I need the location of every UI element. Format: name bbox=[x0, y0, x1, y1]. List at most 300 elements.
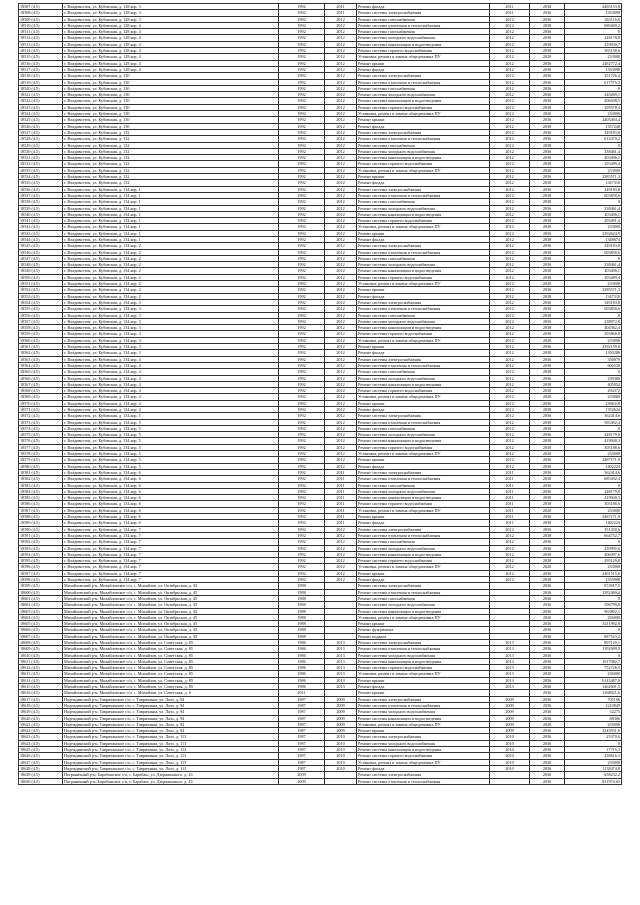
cell-address: г. Владивосток, ул. Кубовская, д. 128 кор. 4 bbox=[63, 22, 279, 28]
cell-address: г. Владивосток, ул. Кубовская, д. 132 bbox=[63, 180, 279, 186]
cell-address: г. Владивосток, ул. Кубовская, д. 134 кор. 6 bbox=[63, 476, 279, 482]
cell-row-number: 18599 (4.5) bbox=[19, 583, 63, 589]
cell-year-built: 1992 bbox=[279, 577, 325, 583]
cell-year-built: 2011 bbox=[279, 690, 325, 696]
cell-row-number: 18528 (4.5) bbox=[19, 136, 63, 142]
cell-address: Надеждинский р-н, Тавричанское с/п, с. Тавричанка, ул. Лазо, д. 94 bbox=[63, 696, 279, 702]
cell-year-end: 2036 bbox=[530, 684, 565, 690]
cell-year-repaired: 2011 bbox=[325, 10, 357, 16]
cell-year-end: 2020 bbox=[530, 451, 565, 457]
cell-year-repaired: 2009 bbox=[325, 702, 357, 708]
cell-year-end: 2038 bbox=[530, 22, 565, 28]
cell-year-end: 2038 bbox=[530, 236, 565, 242]
cell-work-type: Ремонт системы канализации и водоотведения bbox=[357, 747, 490, 753]
cell-year-end: 2038 bbox=[530, 312, 565, 318]
cell-year-start: 2012 bbox=[490, 268, 530, 274]
cell-address: г. Владивосток, ул. Кубовская, д. 134 кор. 1 bbox=[63, 236, 279, 242]
cell-year-end: 2036 bbox=[530, 646, 565, 652]
cell-year-start: 2012 bbox=[490, 457, 530, 463]
cell-year-start: 2012 bbox=[490, 230, 530, 236]
cell-address: Михайловский р-н, Михайловское с/п, с. Михайлов, ул. Советская, д. 85 bbox=[63, 639, 279, 645]
cell-cost: 240269,1 bbox=[565, 92, 622, 98]
cell-cost: 2482772,4 bbox=[565, 60, 622, 66]
cell-row-number: 18586 (4.5) bbox=[19, 501, 63, 507]
cell-work-type: Установка, ремонт и замена общедомовых ПУ bbox=[357, 54, 490, 60]
cell-year-end: 2036 bbox=[530, 186, 565, 192]
cell-work-type: Ремонт системы горячего водоснабжения bbox=[357, 444, 490, 450]
cell-work-type: Установка, ремонт и замена общедомовых ПУ bbox=[357, 394, 490, 400]
cell-address: г. Владивосток, ул. Кубовская, д. 130 bbox=[63, 92, 279, 98]
cell-year-repaired: 2012 bbox=[325, 463, 357, 469]
cell-year-built: 1992 bbox=[279, 482, 325, 488]
cell-address: г. Владивосток, ул. Кубовская, д. 128 кор. 3 bbox=[63, 4, 279, 10]
cell-year-start: 2012 bbox=[490, 29, 530, 35]
cell-year-built: 1992 bbox=[279, 230, 325, 236]
cell-year-built: 1992 bbox=[279, 564, 325, 570]
cell-cost: 295578,4 bbox=[565, 104, 622, 110]
cell-work-type: Ремонт системы газоснабжения bbox=[357, 539, 490, 545]
cell-cost: 685492,4 bbox=[565, 476, 622, 482]
cell-work-type: Ремонт крыши bbox=[357, 60, 490, 66]
cell-row-number: 18609 (4.5) bbox=[19, 646, 63, 652]
cell-year-start: 2012 bbox=[490, 60, 530, 66]
cell-cost: 305188,6 bbox=[565, 444, 622, 450]
cell-address: г. Владивосток, ул. Кубовская, д. 128 кор. 3 bbox=[63, 10, 279, 16]
cell-year-repaired: 2011 bbox=[325, 469, 357, 475]
cell-year-built: 1992 bbox=[279, 432, 325, 438]
cell-year-built: 1988 bbox=[279, 614, 325, 620]
cell-address: г. Владивосток, ул. Кубовская, д. 134 кор. 2 bbox=[63, 255, 279, 261]
cell-year-built: 1992 bbox=[279, 211, 325, 217]
cell-cost: 658232,2 bbox=[565, 772, 622, 778]
cell-year-built: 1992 bbox=[279, 476, 325, 482]
cell-year-repaired: 2012 bbox=[325, 41, 357, 47]
cell-cost: 1353098 bbox=[565, 10, 622, 16]
cell-work-type: Ремонт фасада bbox=[357, 66, 490, 72]
cell-row-number: 18546 (4.5) bbox=[19, 249, 63, 255]
cell-cost: 0 bbox=[565, 85, 622, 91]
cell-address: Надеждинский р-н, Тавричанское с/п, с. Тавричанка, ул. Лазо, д. 94 bbox=[63, 728, 279, 734]
cell-row-number: 18612 (4.5) bbox=[19, 665, 63, 671]
cell-work-type: Ремонт системы канализации и водоотведения bbox=[357, 658, 490, 664]
cell-year-built: 1986 bbox=[279, 665, 325, 671]
cell-year-built: 1992 bbox=[279, 35, 325, 41]
cell-row-number: 18549 (4.5) bbox=[19, 268, 63, 274]
cell-row-number: 18621 (4.5) bbox=[19, 721, 63, 727]
cell-work-type: Ремонт крыши bbox=[357, 117, 490, 123]
cell-work-type: Ремонт фасада bbox=[357, 407, 490, 413]
cell-cost: 233000 bbox=[565, 224, 622, 230]
cell-year-start: 2012 bbox=[490, 400, 530, 406]
cell-row-number: 18611 (4.5) bbox=[19, 658, 63, 664]
cell-year-built: 1992 bbox=[279, 293, 325, 299]
cell-cost: 752726,3 bbox=[565, 665, 622, 671]
cell-year-end: 2036 bbox=[530, 299, 565, 305]
cell-address: Михайловский р-н, Михайловское с/п, с. Михайлов, ул. Советская, д. 85 bbox=[63, 684, 279, 690]
cell-year-repaired: 2012 bbox=[325, 388, 357, 394]
cell-year-repaired: 2012 bbox=[325, 180, 357, 186]
cell-year-end: 2038 bbox=[530, 325, 565, 331]
cell-address: Надеждинский р-н, Тавричанское с/п, с. Тавричанка, ул. Лазо, д. 113 bbox=[63, 753, 279, 759]
cell-year-built: 1992 bbox=[279, 344, 325, 350]
cell-row-number: 18524 (4.5) bbox=[19, 111, 63, 117]
cell-year-end: 2020 bbox=[530, 564, 565, 570]
cell-row-number: 18589 (4.5) bbox=[19, 520, 63, 526]
cell-year-repaired: 2010 bbox=[325, 740, 357, 746]
cell-address: Михайловский р-н, Михайловское с/п, с. Михайлов, ул. Советская, д. 6 bbox=[63, 690, 279, 696]
cell-work-type: Ремонт системы канализации и водоотведения bbox=[357, 381, 490, 387]
cell-row-number: 18608 (4.5) bbox=[19, 639, 63, 645]
cell-year-repaired: 2012 bbox=[325, 570, 357, 576]
cell-cost: 233000 bbox=[565, 507, 622, 513]
cell-year-repaired: 2009 bbox=[325, 715, 357, 721]
cell-address: г. Владивосток, ул. Кубовская, д. 134 кор. 4 bbox=[63, 388, 279, 394]
cell-address: Надеждинский р-н, Тавричанское с/п, с. Тавричанка, ул. Лазо, д. 113 bbox=[63, 765, 279, 771]
cell-row-number: 18536 (4.5) bbox=[19, 186, 63, 192]
cell-work-type: Ремонт системы газоснабжения bbox=[357, 29, 490, 35]
cell-cost: 248178,8 bbox=[565, 35, 622, 41]
cell-row-number: 18569 (4.5) bbox=[19, 394, 63, 400]
cell-year-repaired: 2012 bbox=[325, 558, 357, 564]
cell-year-start: 2012 bbox=[490, 199, 530, 205]
cell-year-start: 2012 bbox=[490, 369, 530, 375]
cell-address: г. Владивосток, ул. Кубовская, д. 134 кор. 1 bbox=[63, 218, 279, 224]
cell-work-type: Установка, ремонт и замена общедомовых ПУ bbox=[357, 671, 490, 677]
cell-year-built: 1992 bbox=[279, 60, 325, 66]
cell-year-end: 2038 bbox=[530, 520, 565, 526]
cell-year-repaired: 2012 bbox=[325, 312, 357, 318]
cell-row-number: 18584 (4.5) bbox=[19, 488, 63, 494]
cell-year-repaired: 2012 bbox=[325, 16, 357, 22]
cell-year-repaired: 2012 bbox=[325, 22, 357, 28]
cell-year-repaired: 2011 bbox=[325, 488, 357, 494]
cell-year-end: 2038 bbox=[530, 476, 565, 482]
cell-work-type: Ремонт крыши bbox=[357, 514, 490, 520]
cell-row-number: 18564 (4.5) bbox=[19, 362, 63, 368]
cell-year-start: 2010 bbox=[490, 759, 530, 765]
cell-row-number: 18541 (4.5) bbox=[19, 218, 63, 224]
cell-year-repaired: 2011 bbox=[325, 4, 357, 10]
cell-row-number: 18513 (4.5) bbox=[19, 41, 63, 47]
cell-year-repaired: 2012 bbox=[325, 425, 357, 431]
cell-work-type: Ремонт крыши bbox=[357, 690, 490, 696]
cell-address: г. Владивосток, ул. Кубовская, д. 134 кор. 6 bbox=[63, 488, 279, 494]
cell-year-repaired: 2012 bbox=[325, 92, 357, 98]
cell-year-end: 2036 bbox=[530, 230, 565, 236]
cell-cost: 0 bbox=[565, 142, 622, 148]
cell-address: г. Владивосток, ул. Кубовская, д. 128 кор. 4 bbox=[63, 66, 279, 72]
cell-cost: 293499,4 bbox=[565, 274, 622, 280]
cell-cost: 294372 bbox=[565, 388, 622, 394]
cell-address: Михайловский р-н, Михайловское с/п, с. Михайлов, ул. Октябрьская, д. 45 bbox=[63, 602, 279, 608]
cell-row-number: 18575 (4.5) bbox=[19, 432, 63, 438]
cell-address: г. Владивосток, ул. Кубовская, д. 134 кор. 1 bbox=[63, 205, 279, 211]
cell-address: г. Владивосток, ул. Кубовская, д. 134 кор. 5 bbox=[63, 419, 279, 425]
cell-year-start: 2011 bbox=[490, 495, 530, 501]
cell-year-end: 2020 bbox=[530, 111, 565, 117]
cell-row-number: 18620 (4.5) bbox=[19, 715, 63, 721]
cell-year-start: 2012 bbox=[490, 539, 530, 545]
cell-row-number: 18576 (4.5) bbox=[19, 438, 63, 444]
cell-year-start: 2012 bbox=[490, 299, 530, 305]
cell-year-start: 2012 bbox=[490, 306, 530, 312]
cell-work-type: Установка, ремонт и замена общедомовых ПУ bbox=[357, 721, 490, 727]
cell-address: г. Владивосток, ул. Кубовская, д. 134 кор. 6 bbox=[63, 514, 279, 520]
cell-year-start: 2012 bbox=[490, 407, 530, 413]
cell-year-built: 1992 bbox=[279, 400, 325, 406]
cell-work-type: Установка, ремонт и замена общедомовых ПУ bbox=[357, 759, 490, 765]
cell-year-start: 2009 bbox=[490, 702, 530, 708]
cell-year-end: 2036 bbox=[530, 652, 565, 658]
cell-work-type: Ремонт системы горячего водоснабжения bbox=[357, 274, 490, 280]
cell-cost: 1350286 bbox=[565, 350, 622, 356]
cell-year-end: 2036 bbox=[530, 488, 565, 494]
cell-year-built: 1992 bbox=[279, 66, 325, 72]
cell-address: г. Владивосток, ул. Кубовская, д. 132 bbox=[63, 142, 279, 148]
cell-row-number: 18517 (4.5) bbox=[19, 66, 63, 72]
cell-year-end: 2038 bbox=[530, 558, 565, 564]
cell-year-repaired: 2012 bbox=[325, 192, 357, 198]
cell-cost: 17715,3 bbox=[565, 747, 622, 753]
cell-cost: 233000 bbox=[565, 451, 622, 457]
cell-year-end: 2038 bbox=[530, 218, 565, 224]
cell-year-end: 2036 bbox=[530, 665, 565, 671]
cell-work-type: Ремонт системы отопления и теплоснабжения bbox=[357, 136, 490, 142]
cell-year-end: 2038 bbox=[530, 274, 565, 280]
cell-year-end: 2036 bbox=[530, 318, 565, 324]
cell-work-type: Ремонт системы горячего водоснабжения bbox=[357, 501, 490, 507]
cell-year-built: 1987 bbox=[279, 753, 325, 759]
cell-year-end: 2036 bbox=[530, 608, 565, 614]
cell-work-type: Ремонт системы электроснабжения bbox=[357, 299, 490, 305]
cell-address: г. Владивосток, ул. Кубовская, д. 134 кор. 1 bbox=[63, 224, 279, 230]
cell-year-end: 2036 bbox=[530, 514, 565, 520]
cell-row-number: 18533 (4.5) bbox=[19, 167, 63, 173]
cell-address: Михайловский р-н, Михайловское с/п, с. Михайлов, ул. Советская, д. 85 bbox=[63, 652, 279, 658]
cell-year-end: 2038 bbox=[530, 4, 565, 10]
cell-year-start: 2011 bbox=[490, 10, 530, 16]
cell-year-end: 2036 bbox=[530, 696, 565, 702]
cell-year-built: 1992 bbox=[279, 148, 325, 154]
cell-year-end: 2036 bbox=[530, 356, 565, 362]
cell-row-number: 18529 (4.5) bbox=[19, 142, 63, 148]
cell-year-end: 2036 bbox=[530, 10, 565, 16]
cell-address: г. Владивосток, ул. Кубовская, д. 130 bbox=[63, 123, 279, 129]
cell-work-type: Ремонт системы холодного водоснабжения bbox=[357, 740, 490, 746]
cell-year-built: 1987 bbox=[279, 740, 325, 746]
cell-work-type: Ремонт системы отопления и теплоснабжения bbox=[357, 476, 490, 482]
cell-year-repaired: 2012 bbox=[325, 79, 357, 85]
cell-work-type: Установка, ремонт и замена общедомовых ПУ bbox=[357, 564, 490, 570]
cell-year-repaired: 2012 bbox=[325, 104, 357, 110]
cell-year-start: 2012 bbox=[490, 419, 530, 425]
cell-cost: 351726,4 bbox=[565, 73, 622, 79]
cell-cost: 603858,6 bbox=[565, 249, 622, 255]
cell-address: Пограничный р-н, Барабашское с/п, с. Барабаш, ул. Дзержинского, д. 43 bbox=[63, 778, 279, 784]
cell-year-built: 1992 bbox=[279, 79, 325, 85]
cell-row-number: 18598 (4.5) bbox=[19, 577, 63, 583]
cell-address: г. Владивосток, ул. Кубовская, д. 134 кор. 7 bbox=[63, 526, 279, 532]
cell-year-end: 2036 bbox=[530, 432, 565, 438]
cell-year-repaired: 2012 bbox=[325, 29, 357, 35]
cell-cost: 0 bbox=[565, 255, 622, 261]
cell-year-built: 1992 bbox=[279, 495, 325, 501]
cell-cost: 1138474,8 bbox=[565, 765, 622, 771]
cell-work-type: Ремонт системы электроснабжения bbox=[357, 356, 490, 362]
cell-year-repaired: 2012 bbox=[325, 205, 357, 211]
cell-year-built: 1992 bbox=[279, 388, 325, 394]
cell-year-repaired: 2012 bbox=[325, 356, 357, 362]
cell-year-end: 2036 bbox=[530, 545, 565, 551]
cell-year-start: 2012 bbox=[490, 85, 530, 91]
cell-year-end: 2038 bbox=[530, 155, 565, 161]
cell-work-type: Ремонт системы канализации и водоотведения bbox=[357, 438, 490, 444]
cell-work-type: Ремонт системы канализации и водоотведения bbox=[357, 155, 490, 161]
cell-year-start: 2012 bbox=[490, 413, 530, 419]
cell-year-built: 1988 bbox=[279, 595, 325, 601]
cell-year-start: 2012 bbox=[490, 73, 530, 79]
cell-cost: 88306 bbox=[565, 715, 622, 721]
cell-address: Михайловский р-н, Михайловское с/п, с. Михайлов, ул. Октябрьская, д. 45 bbox=[63, 589, 279, 595]
cell-address: г. Владивосток, ул. Кубовская, д. 134 кор. 5 bbox=[63, 425, 279, 431]
cell-year-start: 2012 bbox=[490, 325, 530, 331]
cell-year-start: 2012 bbox=[490, 293, 530, 299]
cell-address: г. Владивосток, ул. Кубовская, д. 134 кор. 1 bbox=[63, 230, 279, 236]
cell-year-start: 2012 bbox=[490, 79, 530, 85]
cell-year-built: 1992 bbox=[279, 192, 325, 198]
cell-work-type: Ремонт системы горячего водоснабжения bbox=[357, 753, 490, 759]
cell-row-number: 18557 (4.5) bbox=[19, 318, 63, 324]
cell-year-built: 1992 bbox=[279, 218, 325, 224]
cell-row-number: 18516 (4.5) bbox=[19, 60, 63, 66]
cell-year-start: 2012 bbox=[490, 249, 530, 255]
cell-cost: 0 bbox=[565, 369, 622, 375]
cell-year-start: 2012 bbox=[490, 136, 530, 142]
table-row bbox=[19, 778, 622, 784]
cell-address: г. Владивосток, ул. Кубовская, д. 134 кор. 7 bbox=[63, 564, 279, 570]
cell-year-end: 2020 bbox=[530, 281, 565, 287]
cell-work-type: Ремонт системы канализации и водоотведения bbox=[357, 325, 490, 331]
cell-year-start: 2012 bbox=[490, 551, 530, 557]
cell-cost: 365158,6 bbox=[565, 48, 622, 54]
cell-year-start: 2012 bbox=[490, 218, 530, 224]
cell-year-start: 2012 bbox=[490, 117, 530, 123]
cell-cost: 295129,8 bbox=[565, 558, 622, 564]
cell-row-number: 18531 (4.5) bbox=[19, 155, 63, 161]
cell-address: г. Владивосток, ул. Кубовская, д. 134 кор. 7 bbox=[63, 545, 279, 551]
cell-year-repaired: 2012 bbox=[325, 419, 357, 425]
cell-year-repaired: 2011 bbox=[325, 507, 357, 513]
cell-year-end: 2038 bbox=[530, 501, 565, 507]
cell-year-built: 2009 bbox=[279, 772, 325, 778]
cell-address: Надеждинский р-н, Тавричанское с/п, с. Тавричанка, ул. Лазо, д. 113 bbox=[63, 734, 279, 740]
cell-year-repaired: 2012 bbox=[325, 268, 357, 274]
cell-year-end: 2038 bbox=[530, 161, 565, 167]
cell-year-built: 1992 bbox=[279, 545, 325, 551]
cell-cost: 664752,7 bbox=[565, 532, 622, 538]
cell-year-start: 2012 bbox=[490, 35, 530, 41]
cell-address: г. Владивосток, ул. Кубовская, д. 128 кор. 3 bbox=[63, 16, 279, 22]
cell-year-built: 1992 bbox=[279, 123, 325, 129]
cell-cost: 233000 bbox=[565, 337, 622, 343]
cell-year-built: 1987 bbox=[279, 702, 325, 708]
cell-cost: 1402224 bbox=[565, 463, 622, 469]
cell-work-type: Ремонт системы электроснабжения bbox=[357, 639, 490, 645]
cell-year-repaired: 2012 bbox=[325, 293, 357, 299]
cell-year-end: 2036 bbox=[530, 570, 565, 576]
cell-year-built: 1992 bbox=[279, 375, 325, 381]
cell-work-type: Ремонт системы холодного водоснабжения bbox=[357, 148, 490, 154]
cell-year-built: 1987 bbox=[279, 728, 325, 734]
cell-row-number: 18522 (4.5) bbox=[19, 98, 63, 104]
cell-work-type: Ремонт системы канализации и водоотведения bbox=[357, 495, 490, 501]
cell-work-type: Ремонт крыши bbox=[357, 344, 490, 350]
cell-cost: 606530 bbox=[565, 362, 622, 368]
cell-year-end: 2036 bbox=[530, 740, 565, 746]
cell-year-repaired: 2013 bbox=[325, 639, 357, 645]
cell-row-number: 18511 (4.5) bbox=[19, 29, 63, 35]
cell-cost: 1348674 bbox=[565, 236, 622, 242]
cell-year-end: 2038 bbox=[530, 41, 565, 47]
cell-year-end: 2036 bbox=[530, 262, 565, 268]
cell-year-end: 2036 bbox=[530, 526, 565, 532]
cell-year-start: 2013 bbox=[490, 665, 530, 671]
cell-year-repaired: 2012 bbox=[325, 155, 357, 161]
cell-row-number: 18602 (4.5) bbox=[19, 602, 63, 608]
cell-work-type: Ремонт фасада bbox=[357, 577, 490, 583]
cell-year-start: 2011 bbox=[490, 501, 530, 507]
cell-year-end: 2036 bbox=[530, 79, 565, 85]
cell-cost: 1355988 bbox=[565, 577, 622, 583]
cell-address: г. Владивосток, ул. Кубовская, д. 134 кор. 2 bbox=[63, 281, 279, 287]
cell-year-start: 2009 bbox=[490, 728, 530, 734]
cell-cost: 293491,4 bbox=[565, 218, 622, 224]
cell-cost: 705166 bbox=[565, 696, 622, 702]
cell-row-number: 18558 (4.5) bbox=[19, 325, 63, 331]
cell-cost: 293868,8 bbox=[565, 331, 622, 337]
cell-row-number: 18545 (4.5) bbox=[19, 243, 63, 249]
cell-work-type: Ремонт крыши bbox=[357, 621, 490, 627]
cell-year-start: 2012 bbox=[490, 174, 530, 180]
cell-year-end: 2038 bbox=[530, 66, 565, 72]
cell-year-built: 1992 bbox=[279, 438, 325, 444]
cell-cost: 403496,1 bbox=[565, 268, 622, 274]
cell-year-end: 2036 bbox=[530, 129, 565, 135]
cell-cost: 2392624,9 bbox=[565, 230, 622, 236]
cell-cost: 1282469,4 bbox=[565, 589, 622, 595]
cell-row-number: 18596 (4.5) bbox=[19, 564, 63, 570]
cell-year-repaired: 2012 bbox=[325, 438, 357, 444]
cell-address: Михайловский р-н, Михайловское с/п, с. Михайлов, ул. Октябрьская, д. 45 bbox=[63, 633, 279, 639]
cell-address: г. Владивосток, ул. Кубовская, д. 134 кор. 4 bbox=[63, 381, 279, 387]
cell-year-start: 2012 bbox=[490, 451, 530, 457]
cell-year-repaired: 2012 bbox=[325, 325, 357, 331]
cell-work-type: Ремонт крыши bbox=[357, 287, 490, 293]
cell-year-built: 1992 bbox=[279, 407, 325, 413]
cell-year-repaired: 2013 bbox=[325, 677, 357, 683]
cell-address: г. Владивосток, ул. Кубовская, д. 134 кор. 2 bbox=[63, 274, 279, 280]
cell-year-end: 2038 bbox=[530, 362, 565, 368]
cell-work-type: Ремонт системы холодного водоснабжения bbox=[357, 35, 490, 41]
cell-year-built: 1992 bbox=[279, 29, 325, 35]
cell-cost: 235000 bbox=[565, 721, 622, 727]
cell-year-repaired: 2012 bbox=[325, 73, 357, 79]
cell-work-type: Ремонт системы газоснабжения bbox=[357, 595, 490, 601]
cell-year-built: 1987 bbox=[279, 721, 325, 727]
cell-year-repaired: 2012 bbox=[325, 369, 357, 375]
cell-work-type: Ремонт системы отопления и теплоснабжения bbox=[357, 419, 490, 425]
cell-year-start: 2012 bbox=[490, 129, 530, 135]
